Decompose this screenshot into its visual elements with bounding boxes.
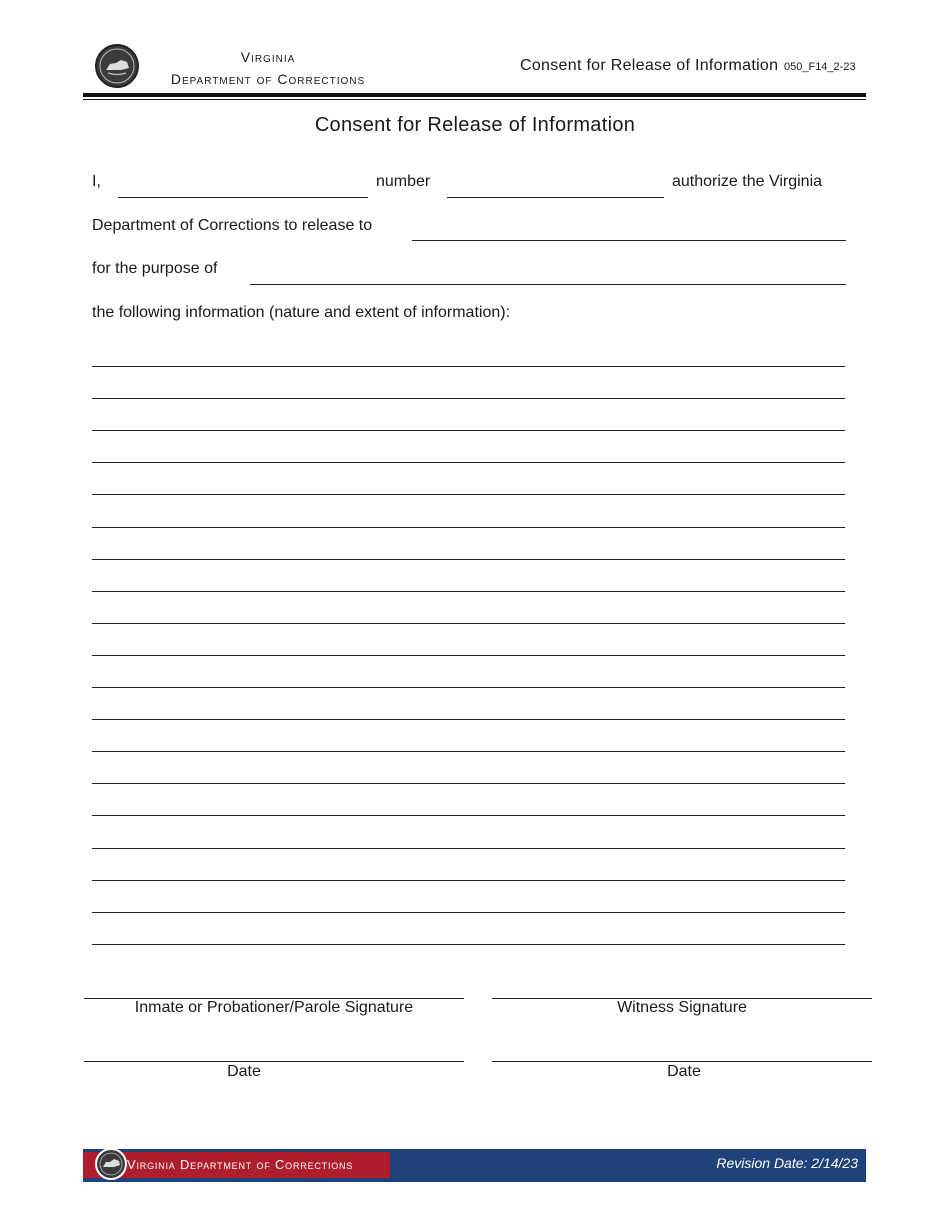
virginia-seal-icon xyxy=(95,44,139,88)
text-number: number xyxy=(376,173,431,190)
witness-date-label: Date xyxy=(667,1063,701,1080)
witness-signature-label: Witness Signature xyxy=(617,999,747,1016)
text-i: I, xyxy=(92,173,101,190)
inmate-signature-label: Inmate or Probationer/Parole Signature xyxy=(134,999,414,1016)
information-line[interactable] xyxy=(92,591,845,592)
information-line[interactable] xyxy=(92,687,845,688)
revision-date: Revision Date: 2/14/23 xyxy=(716,1155,858,1171)
information-line[interactable] xyxy=(92,655,845,656)
information-line[interactable] xyxy=(92,527,845,528)
information-line[interactable] xyxy=(92,398,845,399)
form-code: 050_F14_2-23 xyxy=(784,61,856,73)
text-following-info: the following information (nature and extent of information): xyxy=(92,304,511,321)
agency-line-2: Department of Corrections xyxy=(170,71,366,87)
information-line[interactable] xyxy=(92,751,845,752)
release-to-field[interactable] xyxy=(412,240,846,241)
text-authorize: authorize the Virginia xyxy=(672,173,823,190)
information-line[interactable] xyxy=(92,559,845,560)
information-line[interactable] xyxy=(92,366,845,367)
information-line[interactable] xyxy=(92,719,845,720)
header-rule-thin xyxy=(83,99,866,100)
purpose-field[interactable] xyxy=(250,284,846,285)
information-line[interactable] xyxy=(92,944,845,945)
header-form-title: Consent for Release of Information xyxy=(520,57,779,74)
page-title: Consent for Release of Information xyxy=(314,114,636,136)
information-line[interactable] xyxy=(92,430,845,431)
information-line[interactable] xyxy=(92,912,845,913)
header-rule-thick xyxy=(83,93,866,97)
information-line[interactable] xyxy=(92,815,845,816)
witness-date-field[interactable] xyxy=(492,1061,872,1062)
text-purpose: for the purpose of xyxy=(92,260,218,277)
inmate-date-field[interactable] xyxy=(84,1061,464,1062)
inmate-date-label: Date xyxy=(227,1063,261,1080)
agency-line-1: Virginia xyxy=(240,49,296,65)
inmate-number-field[interactable] xyxy=(447,197,664,198)
information-line[interactable] xyxy=(92,494,845,495)
footer-agency-name: Virginia Department of Corrections xyxy=(127,1157,354,1172)
footer-seal-icon xyxy=(95,1148,127,1180)
agency-name xyxy=(150,46,386,90)
information-line[interactable] xyxy=(92,623,845,624)
text-release-to: Department of Corrections to release to xyxy=(92,217,373,234)
name-field[interactable] xyxy=(118,197,368,198)
information-line[interactable] xyxy=(92,783,845,784)
information-line[interactable] xyxy=(92,848,845,849)
information-line[interactable] xyxy=(92,462,845,463)
information-line[interactable] xyxy=(92,880,845,881)
